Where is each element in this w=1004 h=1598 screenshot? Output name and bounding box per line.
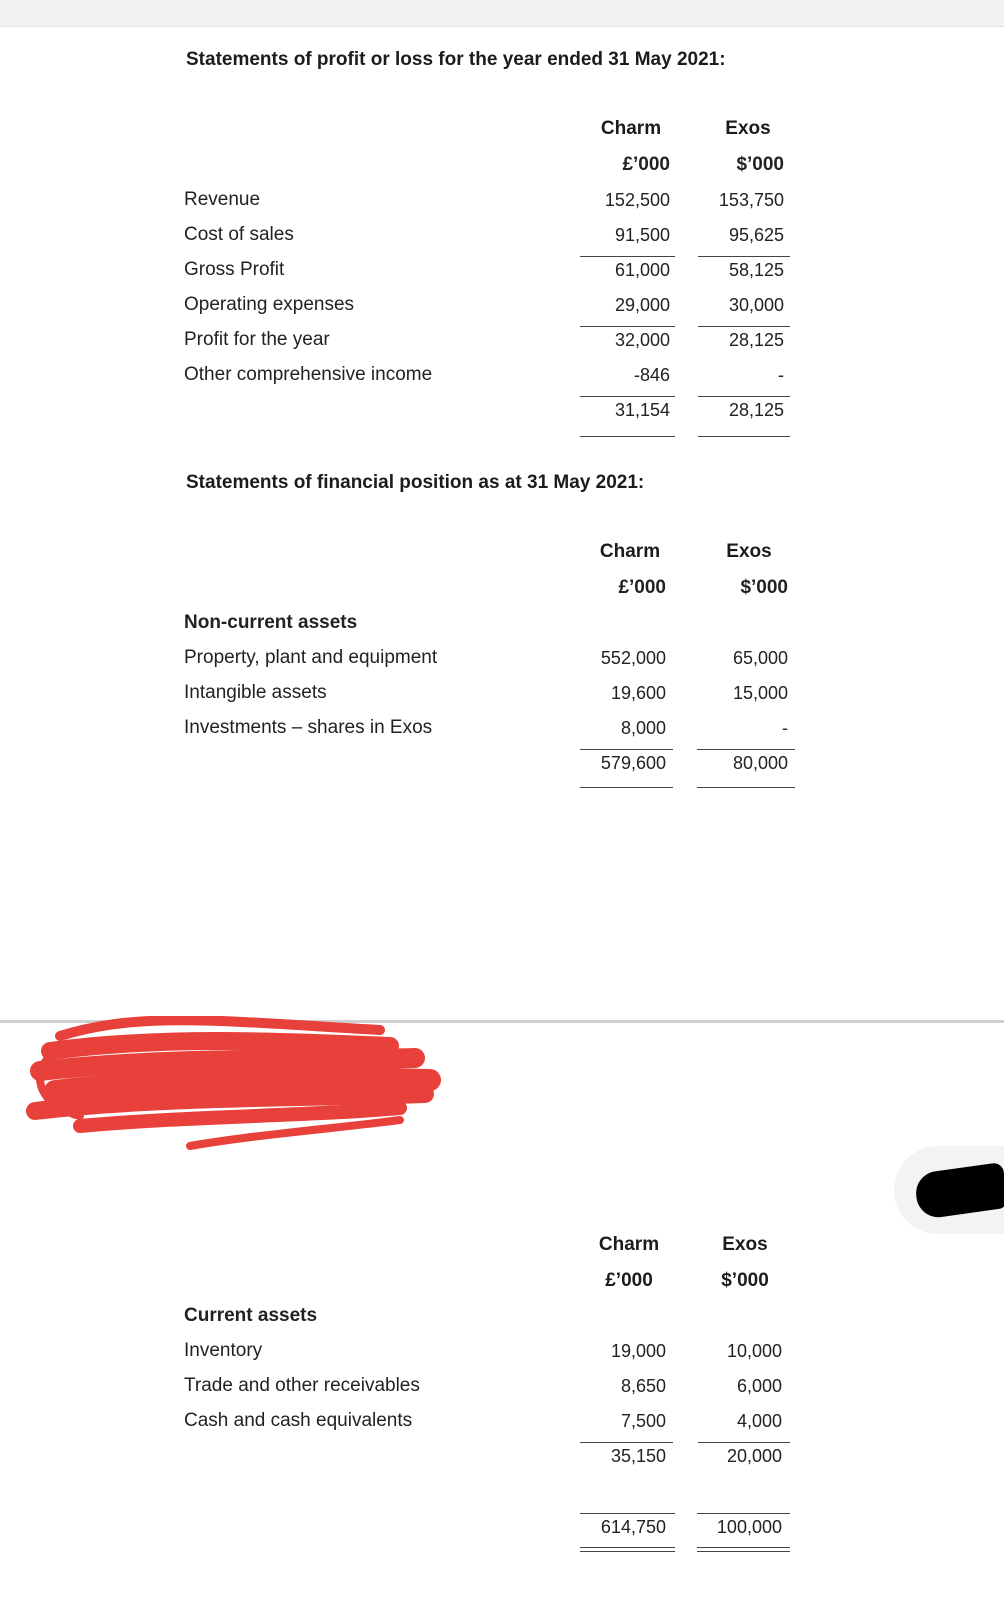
ca-row-label: Inventory <box>184 1340 263 1361</box>
pl-row-label: Operating expenses <box>184 294 355 315</box>
grand-exos-double-rule <box>697 1547 790 1552</box>
current-assets-heading: Current assets <box>184 1305 318 1326</box>
fp-row-label: Intangible assets <box>184 682 327 703</box>
pl-exos-bottom-rule <box>698 436 790 437</box>
grand-charm-double-rule <box>580 1547 675 1552</box>
black-redaction-mark <box>913 1162 1004 1220</box>
pl-row-label: Other comprehensive income <box>184 364 433 385</box>
fp-exos-total-rule <box>697 749 795 750</box>
red-redaction-scribble <box>20 1016 450 1166</box>
fp-charm-value: 19,600 <box>610 683 666 703</box>
grand-total-exos: 100,000 <box>716 1517 782 1537</box>
ca-charm-value: 7,500 <box>620 1411 666 1431</box>
pl-charm-value: 29,000 <box>614 295 670 315</box>
ca-charm-total-rule <box>580 1442 673 1443</box>
fp-charm-total-rule <box>580 749 673 750</box>
pl-charm-total: 31,154 <box>614 400 670 420</box>
ca-charm-value: 8,650 <box>620 1376 666 1396</box>
side-tab <box>894 1146 1004 1234</box>
fp-row-label: Property, plant and equipment <box>184 647 438 668</box>
pl-exos-value: 30,000 <box>728 295 784 315</box>
ca-exos-value: 10,000 <box>726 1341 782 1361</box>
fp-exos-unit: $’000 <box>740 577 788 598</box>
pl-exos-subtotal-rule <box>698 326 790 327</box>
fp-charm-unit: £’000 <box>618 577 666 598</box>
ca-charm-header: Charm <box>598 1234 660 1255</box>
ca-charm-value: 19,000 <box>610 1341 666 1361</box>
ca-row-label: Cash and cash equivalents <box>184 1410 413 1431</box>
pl-exos-header: Exos <box>725 118 771 139</box>
grand-total-charm: 614,750 <box>600 1517 666 1537</box>
pl-exos-subtotal-rule <box>698 256 790 257</box>
pl-charm-unit: £’000 <box>622 154 670 175</box>
pl-exos-value: 28,125 <box>728 330 784 350</box>
pl-charm-value: 152,500 <box>604 190 670 210</box>
fp-row-label: Investments – shares in Exos <box>184 717 433 738</box>
ca-exos-value: 6,000 <box>736 1376 782 1396</box>
fp-charm-header: Charm <box>599 541 661 562</box>
fp-exos-value: 65,000 <box>732 648 788 668</box>
pl-row-label: Cost of sales <box>184 224 294 245</box>
fp-exos-value: 15,000 <box>732 683 788 703</box>
fp-charm-value: 552,000 <box>600 648 666 668</box>
fp-charm-total: 579,600 <box>600 753 666 773</box>
fp-charm-value: 8,000 <box>620 718 666 738</box>
pl-charm-bottom-rule <box>580 436 675 437</box>
pl-charm-value: 91,500 <box>614 225 670 245</box>
pl-exos-value: 58,125 <box>728 260 784 280</box>
pl-charm-total-rule <box>580 396 675 397</box>
non-current-assets-heading: Non-current assets <box>184 612 358 633</box>
fp-charm-bottom-rule <box>580 787 673 788</box>
pl-row-label: Gross Profit <box>184 259 285 280</box>
ca-charm-total: 35,150 <box>610 1446 666 1466</box>
pl-row-label: Revenue <box>184 189 261 210</box>
ca-charm-unit: £’000 <box>605 1270 653 1291</box>
pl-charm-value: 61,000 <box>614 260 670 280</box>
ca-exos-unit: $’000 <box>721 1270 769 1291</box>
pl-exos-total-rule <box>698 396 790 397</box>
fp-exos-bottom-rule <box>697 787 795 788</box>
document-page-1 <box>0 27 1004 1019</box>
financial-position-heading: Statements of financial position as at 31 May 2021: <box>186 472 645 493</box>
pl-exos-total: 28,125 <box>728 400 784 420</box>
fp-exos-header: Exos <box>726 541 772 562</box>
pl-exos-value: 153,750 <box>718 190 784 210</box>
ca-exos-value: 4,000 <box>736 1411 782 1431</box>
pl-charm-value: -846 <box>633 365 670 385</box>
grand-charm-rule <box>580 1513 675 1514</box>
pl-charm-subtotal-rule <box>580 256 675 257</box>
viewer-top-bar <box>0 0 1004 27</box>
pl-charm-subtotal-rule <box>580 326 675 327</box>
pl-exos-value: - <box>778 365 784 385</box>
pl-exos-unit: $’000 <box>736 154 784 175</box>
fp-exos-value: - <box>782 718 788 738</box>
ca-exos-total: 20,000 <box>726 1446 782 1466</box>
grand-exos-rule <box>697 1513 790 1514</box>
fp-exos-total: 80,000 <box>732 753 788 773</box>
profit-loss-heading: Statements of profit or loss for the year ended 31 May 2021: <box>186 49 726 70</box>
ca-row-label: Trade and other receivables <box>184 1375 420 1396</box>
pl-row-label: Profit for the year <box>184 329 330 350</box>
pl-charm-header: Charm <box>600 118 662 139</box>
ca-exos-header: Exos <box>722 1234 768 1255</box>
ca-exos-total-rule <box>698 1442 790 1443</box>
pl-exos-value: 95,625 <box>728 225 784 245</box>
pl-charm-value: 32,000 <box>614 330 670 350</box>
